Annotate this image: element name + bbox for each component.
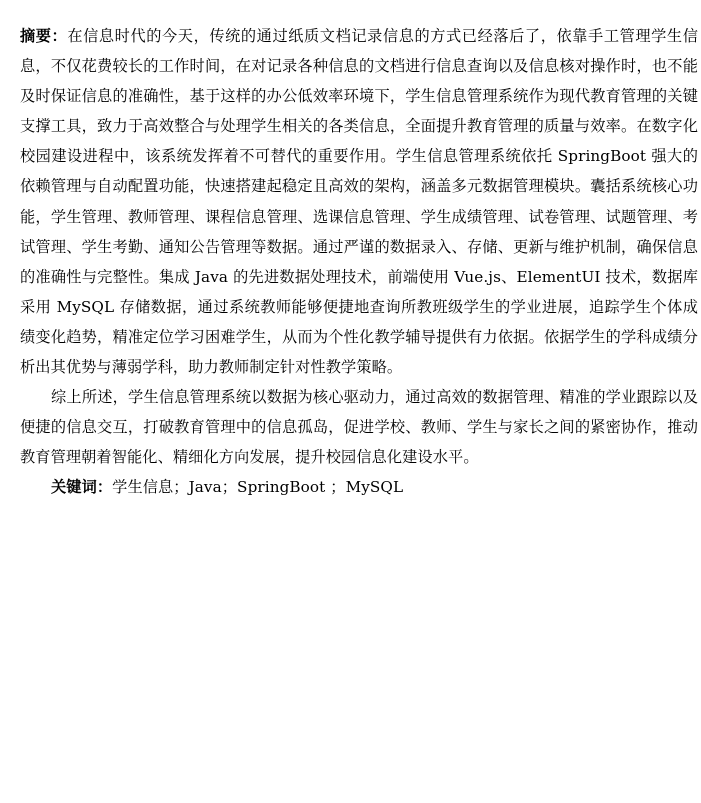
abstract-section [20, 21, 698, 503]
keywords-value: 学生信息；Java；SpringBoot ；MySQL [112, 478, 404, 497]
abstract-label: 摘要： [20, 27, 68, 45]
abstract-text-1: 在信息时代的今天，传统的通过纸质文档记录信息的方式已经落后了，依靠手工管理学生信息，不仅花费较长的工作时间，在对记录各种信息的文档进行信息查询以及信息核对操作时，也不能及时保证信息的准确性，基于这样的办公低效率环境下，学生信息管理系统作为现代教育管理的关键支撑工具，致力于高效整合与处理学生相关的各类信息，全面提升教育管理的质量与效率。在数字化校园建设进程中，该系统发挥着不可替代的重要作用。学生信息管理系统依托 SpringBoot 强大的依赖管理与自动配置功能，快速搭建起稳定且高效的架构，涵盖多元数据管理模块。囊括系统核心功能，学生管理、教师管理、课程信息管理、选课信息管理、学生成绩管理、试卷管理、试题管理、考试管理、学生考勤、通知公告管理等数据。通过严谨的数据录入、存储、更新与维护机制，确保信息的准确性与完整性。集成 Java 的先进数据处理技术，前端使用 Vue.js、ElementUI 技术，数据库采用 MySQL 存储数据，通过系统教师能够便捷地查询所教班级学生的学业进展，追踪学生个体成绩变化趋势，精准定位学习困难学生，从而为个性化教学辅导提供有力依据。依据学生的学科成绩分析出其优势与薄弱学科，助力教师制定针对性教学策略。 [20, 27, 698, 377]
abstract-paragraph-2: 综上所述，学生信息管理系统以数据为核心驱动力，通过高效的数据管理、精准的学业跟踪以及便捷的信息交互，打破教育管理中的信息孤岛，促进学校、教师、学生与家长之间的紧密协作，推动教育管理朝着智能化、精细化方向发展，提升校园信息化建设水平。 [20, 388, 698, 467]
keywords-line [20, 472, 698, 502]
abstract-paragraph-1 [20, 21, 698, 382]
keywords-label: 关键词： [51, 478, 113, 497]
